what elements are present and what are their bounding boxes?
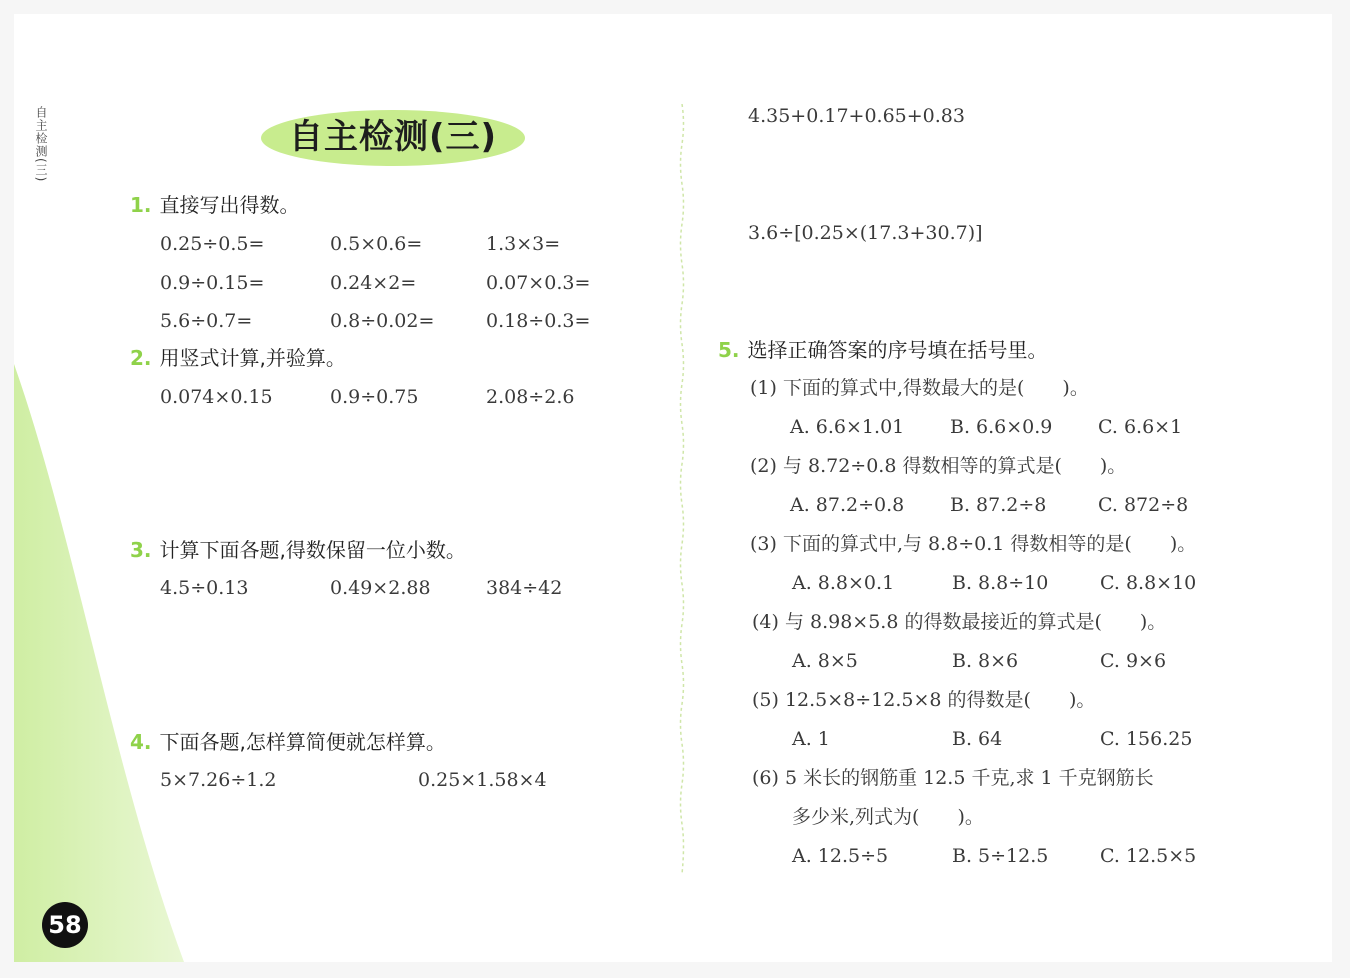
s3-item: 0.49×2.88 — [330, 577, 431, 599]
s4-right-item: 4.35+0.17+0.65+0.83 — [748, 105, 965, 127]
s5-option: C. 12.5×5 — [1100, 845, 1197, 867]
s5-option: B. 6.6×0.9 — [950, 416, 1053, 438]
s5-option: A. 1 — [792, 728, 830, 750]
s5-question: (3) 下面的算式中,与 8.8÷0.1 得数相等的是( )。 — [750, 533, 1197, 555]
section-1-text: 直接写出得数。 — [159, 193, 300, 217]
s5-option: B. 5÷12.5 — [952, 845, 1049, 867]
section-4-heading — [130, 729, 446, 755]
s5-question: (6) 5 米长的钢筋重 12.5 千克,求 1 千克钢筋长 — [752, 767, 1154, 789]
s1-item: 0.25÷0.5= — [160, 233, 265, 255]
s5-option: C. 8.8×10 — [1100, 572, 1197, 594]
section-3-heading — [130, 537, 466, 563]
column-divider — [678, 104, 686, 874]
s3-item: 4.5÷0.13 — [160, 577, 249, 599]
section-4-text: 下面各题,怎样算简便就怎样算。 — [159, 730, 446, 754]
s5-question: (5) 12.5×8÷12.5×8 的得数是( )。 — [752, 689, 1096, 711]
s5-question: (1) 下面的算式中,得数最大的是( )。 — [750, 377, 1089, 399]
s4-item: 0.25×1.58×4 — [418, 769, 547, 791]
s5-option: A. 8.8×0.1 — [792, 572, 895, 594]
s5-option: C. 9×6 — [1100, 650, 1167, 672]
s5-option: A. 8×5 — [792, 650, 858, 672]
side-label: 自主检测(三) — [34, 106, 48, 183]
section-5-number: 5. — [718, 338, 740, 362]
section-3-text: 计算下面各题,得数保留一位小数。 — [159, 538, 466, 562]
s1-item: 0.18÷0.3= — [486, 310, 591, 332]
s5-option: B. 64 — [952, 728, 1003, 750]
s5-question: (2) 与 8.72÷0.8 得数相等的算式是( )。 — [750, 455, 1127, 477]
s5-option: A. 6.6×1.01 — [790, 416, 905, 438]
decorative-green-curve — [14, 14, 1332, 962]
s5-question: (4) 与 8.98×5.8 的得数最接近的算式是( )。 — [752, 611, 1167, 633]
s4-item: 5×7.26÷1.2 — [160, 769, 277, 791]
page-title: 自主检测(三) — [288, 117, 498, 157]
s5-option: B. 87.2÷8 — [950, 494, 1047, 516]
section-2-heading — [130, 345, 346, 371]
s5-option: C. 6.6×1 — [1098, 416, 1183, 438]
s1-item: 0.9÷0.15= — [160, 272, 265, 294]
s1-item: 1.3×3= — [486, 233, 561, 255]
s5-question-continued: 多少米,列式为( )。 — [792, 806, 984, 828]
s1-item: 5.6÷0.7= — [160, 310, 253, 332]
s5-option: A. 87.2÷0.8 — [790, 494, 905, 516]
s1-item: 0.07×0.3= — [486, 272, 591, 294]
title-banner — [258, 106, 528, 168]
section-3-number: 3. — [130, 538, 152, 562]
s3-item: 384÷42 — [486, 577, 563, 599]
s2-item: 0.9÷0.75 — [330, 386, 419, 408]
section-2-text: 用竖式计算,并验算。 — [159, 346, 346, 370]
s5-option: B. 8.8÷10 — [952, 572, 1049, 594]
section-4-number: 4. — [130, 730, 152, 754]
s2-item: 2.08÷2.6 — [486, 386, 575, 408]
s1-item: 0.24×2= — [330, 272, 417, 294]
section-1-heading — [130, 192, 300, 218]
s1-item: 0.5×0.6= — [330, 233, 423, 255]
s2-item: 0.074×0.15 — [160, 386, 273, 408]
page-number-badge: 58 — [42, 902, 88, 948]
section-5-heading — [718, 337, 1048, 363]
section-5-text: 选择正确答案的序号填在括号里。 — [747, 338, 1048, 362]
s5-option: C. 156.25 — [1100, 728, 1193, 750]
section-1-number: 1. — [130, 193, 152, 217]
s5-option: A. 12.5÷5 — [792, 845, 889, 867]
s4-right-item: 3.6÷[0.25×(17.3+30.7)] — [748, 222, 983, 244]
s5-option: B. 8×6 — [952, 650, 1019, 672]
workbook-page — [14, 14, 1332, 962]
s1-item: 0.8÷0.02= — [330, 310, 435, 332]
s5-option: C. 872÷8 — [1098, 494, 1189, 516]
section-2-number: 2. — [130, 346, 152, 370]
